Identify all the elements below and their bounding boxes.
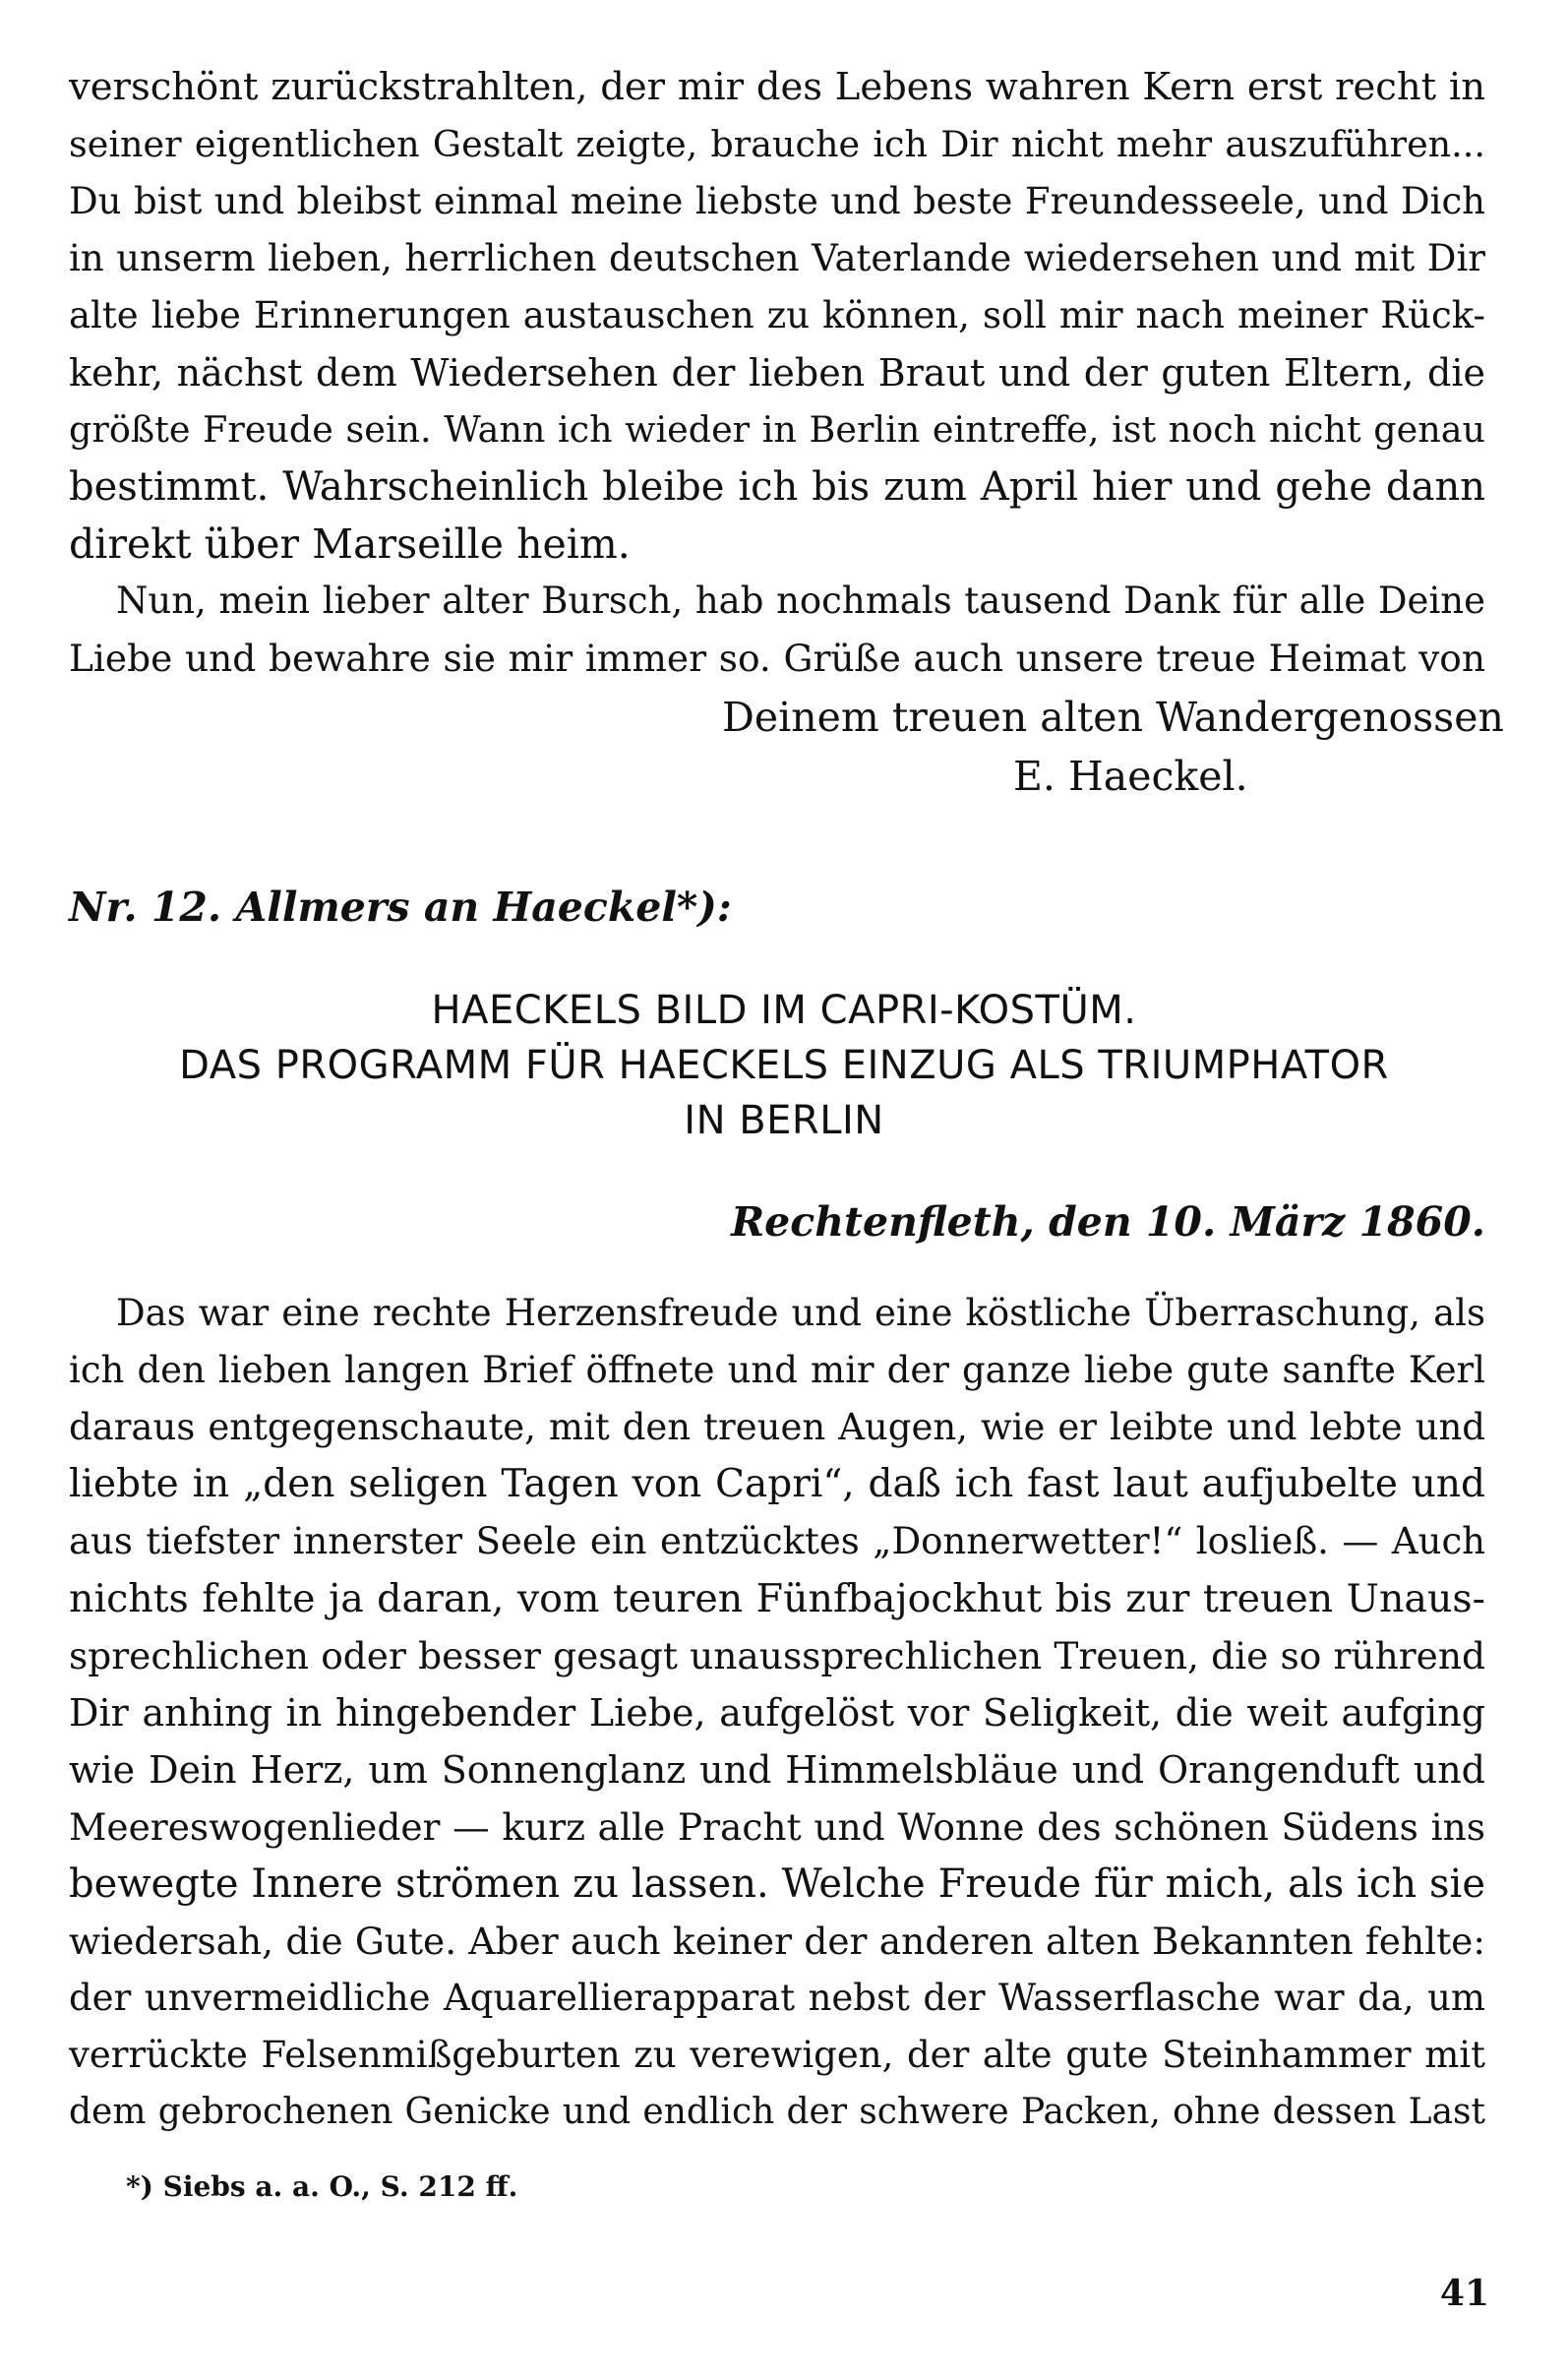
text-line: alte liebe Erinnerungen austauschen zu können, soll mir nach meiner Rück- bbox=[69, 294, 1485, 336]
text-line: Das war eine rechte Herzensfreude und eine köstliche Überraschung, als bbox=[116, 1292, 1485, 1334]
text-line: dem gebrochenen Genicke und endlich der schwere Packen, ohne dessen Last bbox=[69, 2092, 1485, 2132]
letter-title-line: IN BERLIN bbox=[684, 1098, 884, 1143]
text-line: verschönt zurückstrahlten, der mir des Lebens wahren Kern erst recht in bbox=[69, 65, 1485, 109]
text-line: bestimmt. Wahrscheinlich bleibe ich bis zum April hier und gehe dann bbox=[69, 464, 1485, 510]
text-line: daraus entgegenschaute, mit den treuen Augen, wie er leibte und lebte und bbox=[69, 1406, 1485, 1448]
text-line: ich den lieben langen Brief öffnete und mir der ganze liebe gute sanfte Kerl bbox=[69, 1349, 1485, 1391]
text-line: nichts fehlte ja daran, vom teuren Fünfbajockhut bis zur treuen Unaus- bbox=[69, 1576, 1485, 1621]
text-line: der unvermeidliche Aquarellierapparat nebst der Wasserflasche war da, um bbox=[69, 1977, 1485, 2019]
signature-greeting: Deinem treuen alten Wandergenossen bbox=[722, 694, 1504, 741]
text-line: größte Freude sein. Wann ich wieder in Berlin eintreffe, ist noch nicht genau bbox=[69, 408, 1485, 451]
text-line: seiner eigentlichen Gestalt zeigte, brauche ich Dir nicht mehr auszuführen... bbox=[69, 123, 1485, 165]
letter-title-line: DAS PROGRAMM FÜR HAECKELS EINZUG ALS TRIUMPHATOR bbox=[179, 1043, 1389, 1088]
text-line: kehr, nächst dem Wiedersehen der lieben Braut und der guten Eltern, die bbox=[69, 351, 1485, 395]
footnote: *) Siebs a. a. O., S. 212 ff. bbox=[126, 2170, 518, 2203]
text-line: verrückte Felsenmißgeburten zu verewigen, der alte gute Steinhammer mit bbox=[69, 2034, 1485, 2076]
text-line: liebte in „den seligen Tagen von Capri“, daß ich fast laut aufjubelte und bbox=[69, 1462, 1485, 1506]
text-line: aus tiefster innerster Seele ein entzücktes „Donnerwetter!“ losließ. — Auch bbox=[69, 1520, 1485, 1562]
text-line: sprechlichen oder besser gesagt unaussprechlichen Treuen, die so rührend bbox=[69, 1634, 1485, 1677]
signature-name: E. Haeckel. bbox=[1013, 753, 1248, 800]
text-line: in unserm lieben, herrlichen deutschen Vaterlande wiedersehen und mit Dir bbox=[69, 237, 1485, 279]
text-line: bewegte Innere strömen zu lassen. Welche Freude für mich, als ich sie bbox=[69, 1861, 1485, 1907]
text-line: Dir anhing in hingebender Liebe, aufgelöst vor Seligkeit, die weit aufging bbox=[69, 1691, 1485, 1735]
dateline: Rechtenfleth, den 10. März 1860. bbox=[731, 1198, 1485, 1246]
text-line: Liebe und bewahre sie mir immer so. Grüße auch unsere treue Heimat von bbox=[69, 637, 1485, 680]
text-line: Du bist und bleibst einmal meine liebste und beste Freundesseele, und Dich bbox=[69, 180, 1485, 222]
text-line: wie Dein Herz, um Sonnenglanz und Himmelsbläue und Orangenduft und bbox=[69, 1748, 1485, 1792]
letter-heading: Nr. 12. Allmers an Haeckel*): bbox=[69, 884, 732, 931]
letter-title-line: HAECKELS BILD IM CAPRI-KOSTÜM. bbox=[431, 988, 1137, 1033]
text-line: direkt über Marseille heim. bbox=[69, 520, 631, 568]
text-line: Nun, mein lieber alter Bursch, hab nochmals tausend Dank für alle Deine bbox=[116, 579, 1485, 622]
text-line: Meereswogenlieder — kurz alle Pracht und Wonne des schönen Südens ins bbox=[69, 1805, 1485, 1849]
page-number: 41 bbox=[1439, 2273, 1489, 2314]
text-line: wiedersah, die Gute. Aber auch keiner der anderen alten Bekannten fehlte: bbox=[69, 1920, 1485, 1963]
